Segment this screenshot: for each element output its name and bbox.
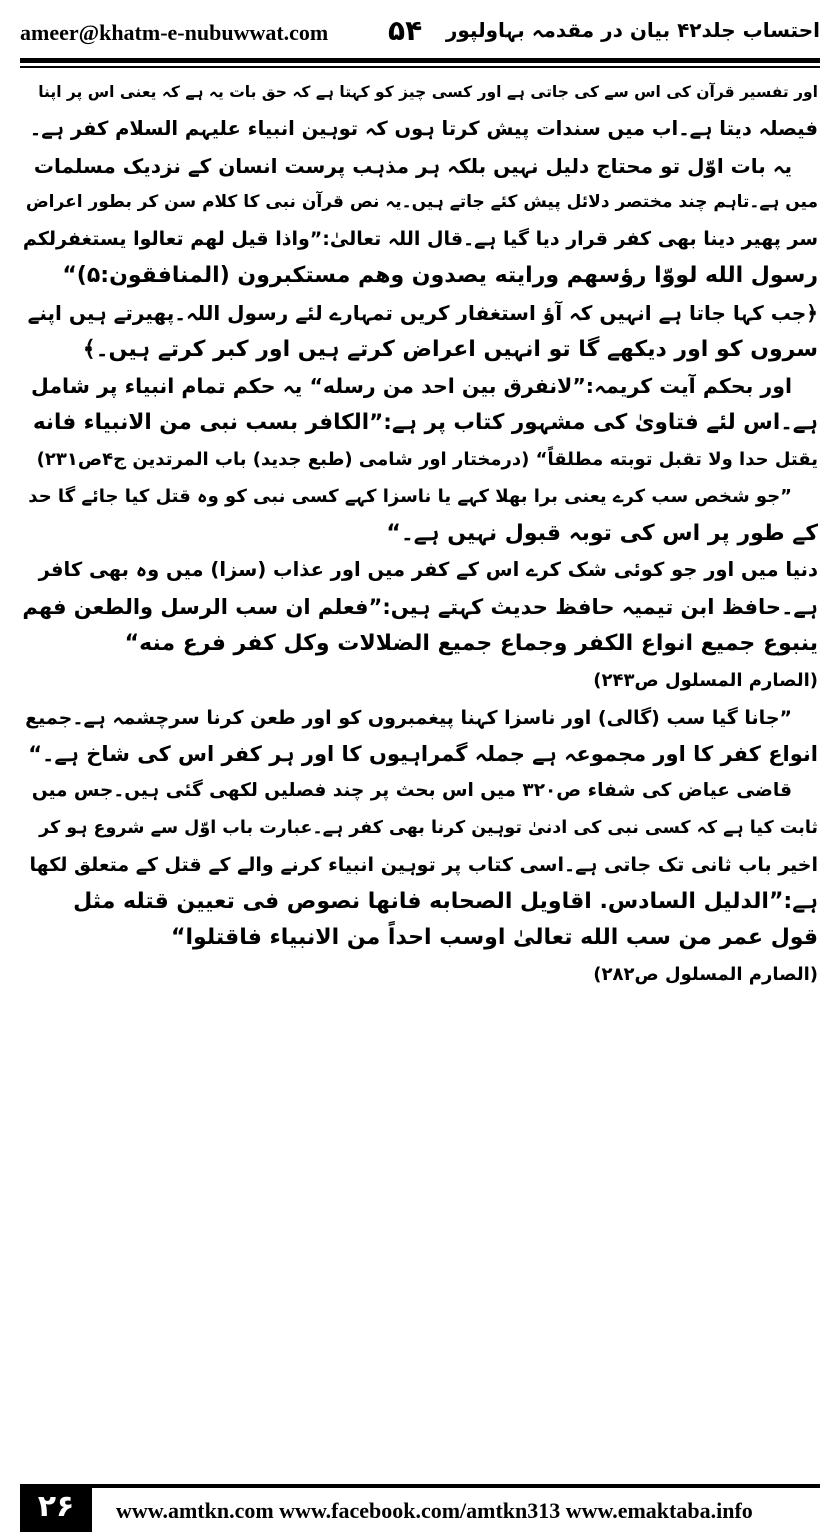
body-line: ﴿جب کہا جاتا ہے انہیں کہ آؤ استغفار کریں تمہارے لئے رسول اللہ۔پھیرتے ہیں اپنے (27, 300, 818, 325)
body-line: ثابت کیا ہے کہ کسی نبی کی ادنیٰ توہین کرنا بھی کفر ہے۔عبارت باب اوّل سے شروع ہو کر (39, 817, 818, 838)
body-line: اور بحکم آیت کریمہ:”لانفرق بین احد من رسله“ یہ حکم تمام انبیاء پر شامل (31, 374, 792, 399)
body-line: ہے۔اس لئے فتاویٰ کی مشہور کتاب پر ہے:”الکافر بسب نبی من الانبیاء فانه (32, 410, 818, 436)
body-line: ینبوع جمیع انواع الکفر وجماع جمیع الضلالات وکل کفر فرع منه“ (124, 630, 818, 656)
page-footer (20, 1484, 820, 1532)
body-line: کے طور پر اس کی توبہ قبول نہیں ہے۔“ (386, 520, 818, 546)
body-line: فیصلہ دیتا ہے۔اب میں سندات پیش کرتا ہوں کہ توہین انبیاء علیہم السلام کفر ہے۔ (29, 116, 818, 140)
body-line: اخیر باب ثانی تک جاتی ہے۔اسی کتاب پر توہین انبیاء کرنے والے کے قتل کے متعلق لکھا (29, 853, 818, 876)
body-line: رسول الله لووّا رؤسهم ورایته یصدون وهم مستکبرون (المنافقون:۵)“ (62, 262, 818, 288)
body-line: ”جو شخص سب کرے یعنی برا بھلا کہے یا ناسزا کہے کسی نبی کو وہ قتل کیا جائے گا حد (28, 485, 792, 507)
reference-citation: (الصارم المسلول ص۲۴۳) (593, 669, 818, 691)
footer-websites: www.amtkn.com www.facebook.com/amtkn313 www.emaktaba.info (116, 1498, 753, 1523)
body-line: میں ہے۔تاہم چند مختصر دلائل پیش کئے جاتے ہیں۔یہ نص قرآن نبی کا کلام سن کر بطور اعراض (25, 192, 818, 213)
body-line: دنیا میں اور جو کوئی شک کرے اس کے کفر میں اور عذاب (سزا) میں وہ بھی کافر (38, 558, 818, 582)
header-email: ameer@khatm-e-nubuwwat.com (20, 20, 329, 45)
footer-rule (92, 1484, 820, 1488)
page-body (22, 74, 818, 994)
header-rule-thick (20, 58, 820, 63)
header-rule-thin (20, 66, 820, 68)
body-line: یقتل حدا ولا تقبل توبته مطلقاً“ (درمختار اور شامی (طبع جدید) باب المرتدین ج۴ص۲۳۱) (36, 448, 818, 470)
reference-citation: (الصارم المسلول ص۲۸۲) (593, 964, 818, 986)
body-line: قاضی عیاض کی شفاء ص۳۲۰ میں اس بحث پر چند فصلیں لکھی گئی ہیں۔جس میں (31, 780, 792, 802)
header-page-number: ۵۴ (388, 14, 423, 47)
footer-page-number: ۲۶ (20, 1484, 92, 1532)
page-header (20, 14, 820, 54)
body-line: انواع کفر کا اور مجموعہ ہے جملہ گمراہیوں کا اور ہر کفر اس کی شاخ ہے۔“ (28, 742, 818, 767)
body-line: ہے۔حافظ ابن تیمیہ حافظ حدیث کہتے ہیں:”فعلم ان سب الرسل والطعن فهم (22, 595, 818, 620)
header-book-title: احتساب جلد۴۲ بیان در مقدمہ بہاولپور (445, 18, 820, 42)
body-line: ہے:”الدلیل السادس. اقاویل الصحابه فانها نصوص فی تعیین قتله مثل (73, 888, 818, 914)
body-line: سر پھیر دینا بھی کفر قرار دیا گیا ہے۔قال اللہ تعالیٰ:”واذا قیل لهم تعالوا یستغفرلکم (22, 228, 818, 251)
body-line: یہ بات اوّل تو محتاج دلیل نہیں بلکہ ہر مذہب پرست انسان کے نزدیک مسلمات (33, 153, 792, 178)
body-line: سروں کو اور دیکھے گا تو انہیں اعراض کرتے ہیں اور کبر کرتے ہیں۔﴾ (82, 336, 818, 362)
body-line: ”جانا گیا سب (گالی) اور ناسزا کہنا پیغمبروں کو اور طعن کرنا سرچشمہ ہے۔جمیع (25, 706, 792, 729)
body-line: قول عمر من سب الله تعالیٰ اوسب احداً من الانبیاء فاقتلوا“ (171, 925, 818, 951)
body-line: اور تفسیر قرآن کی اس سے کی جاتی ہے اور کسی چیز کو کہتا ہے کہ حق بات یہ ہے کہ یعنی اس پر اپنا (38, 83, 818, 101)
